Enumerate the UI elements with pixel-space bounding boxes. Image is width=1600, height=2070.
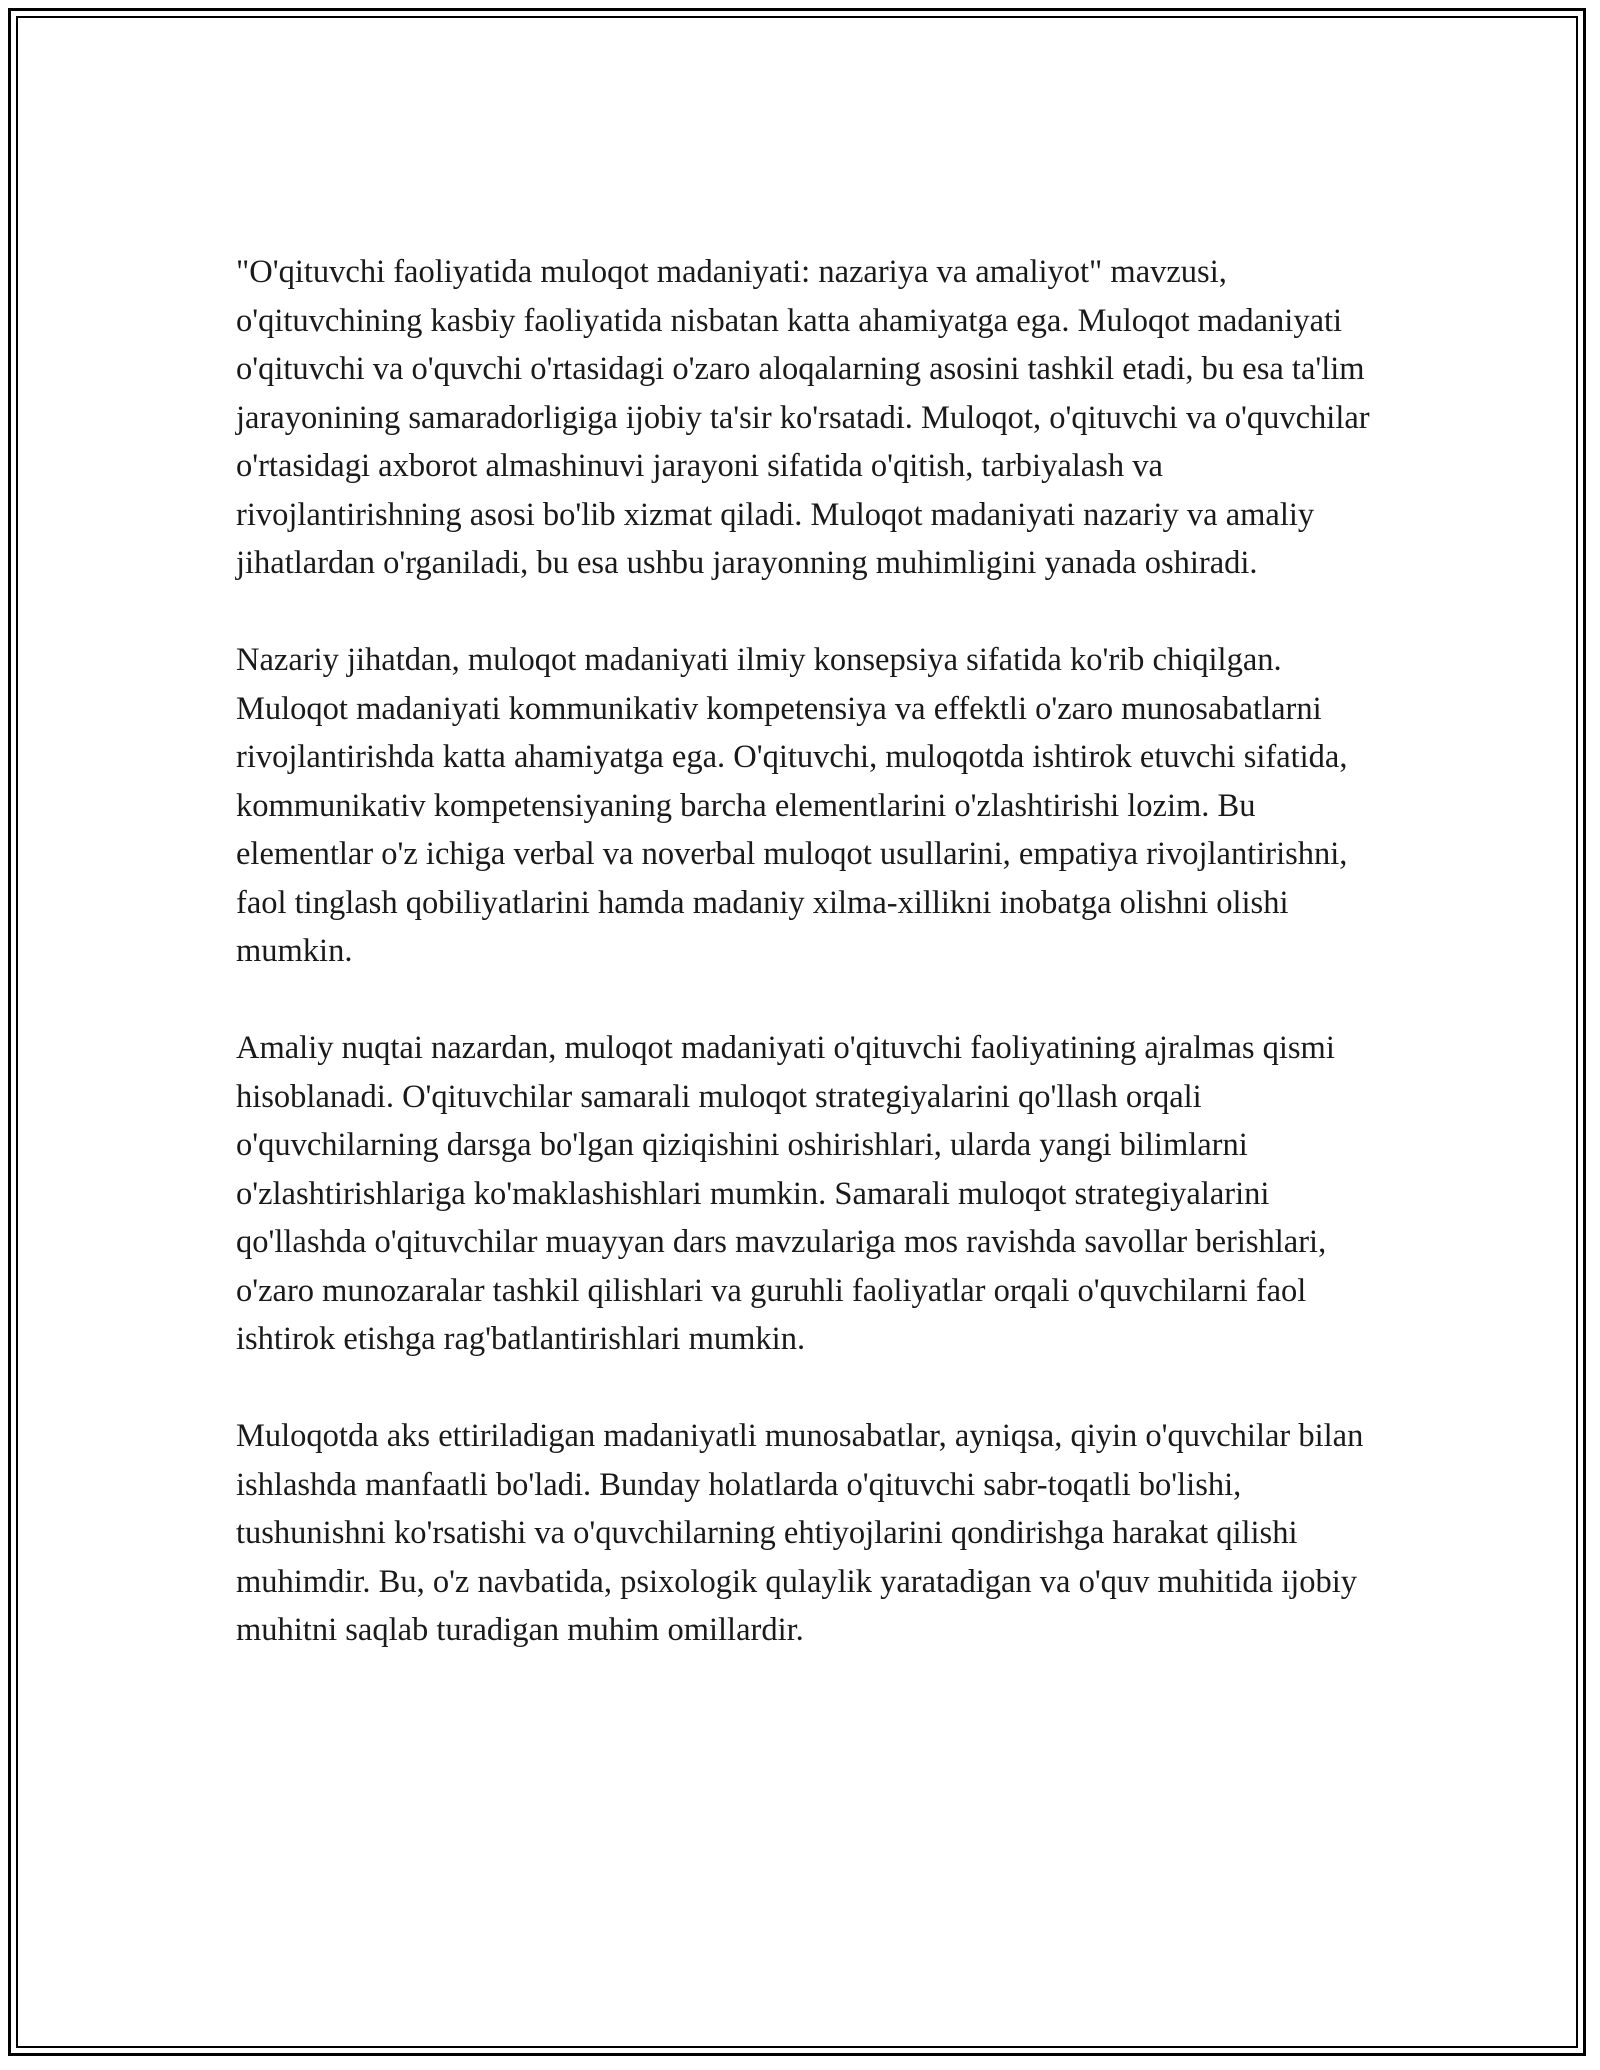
paragraph-difficult-students: Muloqotda aks ettiriladigan madaniyatli munosabatlar, ayniqsa, qiyin o'quvchilar bilan ishlashda manfaatli bo'ladi. Bunday holatlarda o'qituvchi sabr-toqatli bo'lishi, tushunishni ko'rsatishi va o'quvchilarning ehtiyojlarini qondirishga harakat qilishi muhimdir. Bu, o'z navbatida, psixologik qulaylik yaratadigan va o'quv muhitida ijobiy muhitni saqlab turadigan muhim omillardir. — [236, 1418, 1364, 1648]
paragraph-intro: "O'qituvchi faoliyatida muloqot madaniyati: nazariya va amaliyot" mavzusi, o'qituvchining kasbiy faoliyatida nisbatan katta ahamiyatga ega. Muloqot madaniyati o'qituvchi va o'quvchi o'rtasidagi o'zaro aloqalarning asosini tashkil etadi, bu esa ta'lim jarayonining samaradorligiga ijobiy ta'sir ko'rsatadi. Muloqot, o'qituvchi va o'quvchilar o'rtasidagi axborot almashinuvi jarayoni sifatida o'qitish, tarbiyalash va rivojlantirishning asosi bo'lib xizmat qiladi. Muloqot madaniyati nazariy va amaliy jihatlardan o'rganiladi, bu esa ushbu jarayonning muhimligini yanada oshiradi. — [236, 254, 1370, 581]
paragraph-theory: Nazariy jihatdan, muloqot madaniyati ilmiy konsepsiya sifatida ko'rib chiqilgan. Muloqot madaniyati kommunikativ kompetensiya va effektli o'zaro munosabatlarni rivojlantirishda katta ahamiyatga ega. O'qituvchi, muloqotda ishtirok etuvchi sifatida, kommunikativ kompetensiyaning barcha elementlarini o'zlashtirishi lozim. Bu elementlar o'z ichiga verbal va noverbal muloqot usullarini, empatiya rivojlantirishni, faol tinglash qobiliyatlarini hamda madaniy xilma-xillikni inobatga olishni olishi mumkin. — [236, 642, 1348, 969]
document-body — [236, 248, 1381, 1703]
paragraph-practice: Amaliy nuqtai nazardan, muloqot madaniyati o'qituvchi faoliyatining ajralmas qismi hisoblanadi. O'qituvchilar samarali muloqot strategiyalarini qo'llash orqali o'quvchilarning darsga bo'lgan qiziqishini oshirishlari, ularda yangi bilimlarni o'zlashtirishlariga ko'maklashishlari mumkin. Samarali muloqot strategiyalarini qo'llashda o'qituvchilar muayyan dars mavzulariga mos ravishda savollar berishlari, o'zaro munozaralar tashkil qilishlari va guruhli faoliyatlar orqali o'quvchilarni faol ishtirok etishga rag'batlantirishlari mumkin. — [236, 1030, 1335, 1357]
